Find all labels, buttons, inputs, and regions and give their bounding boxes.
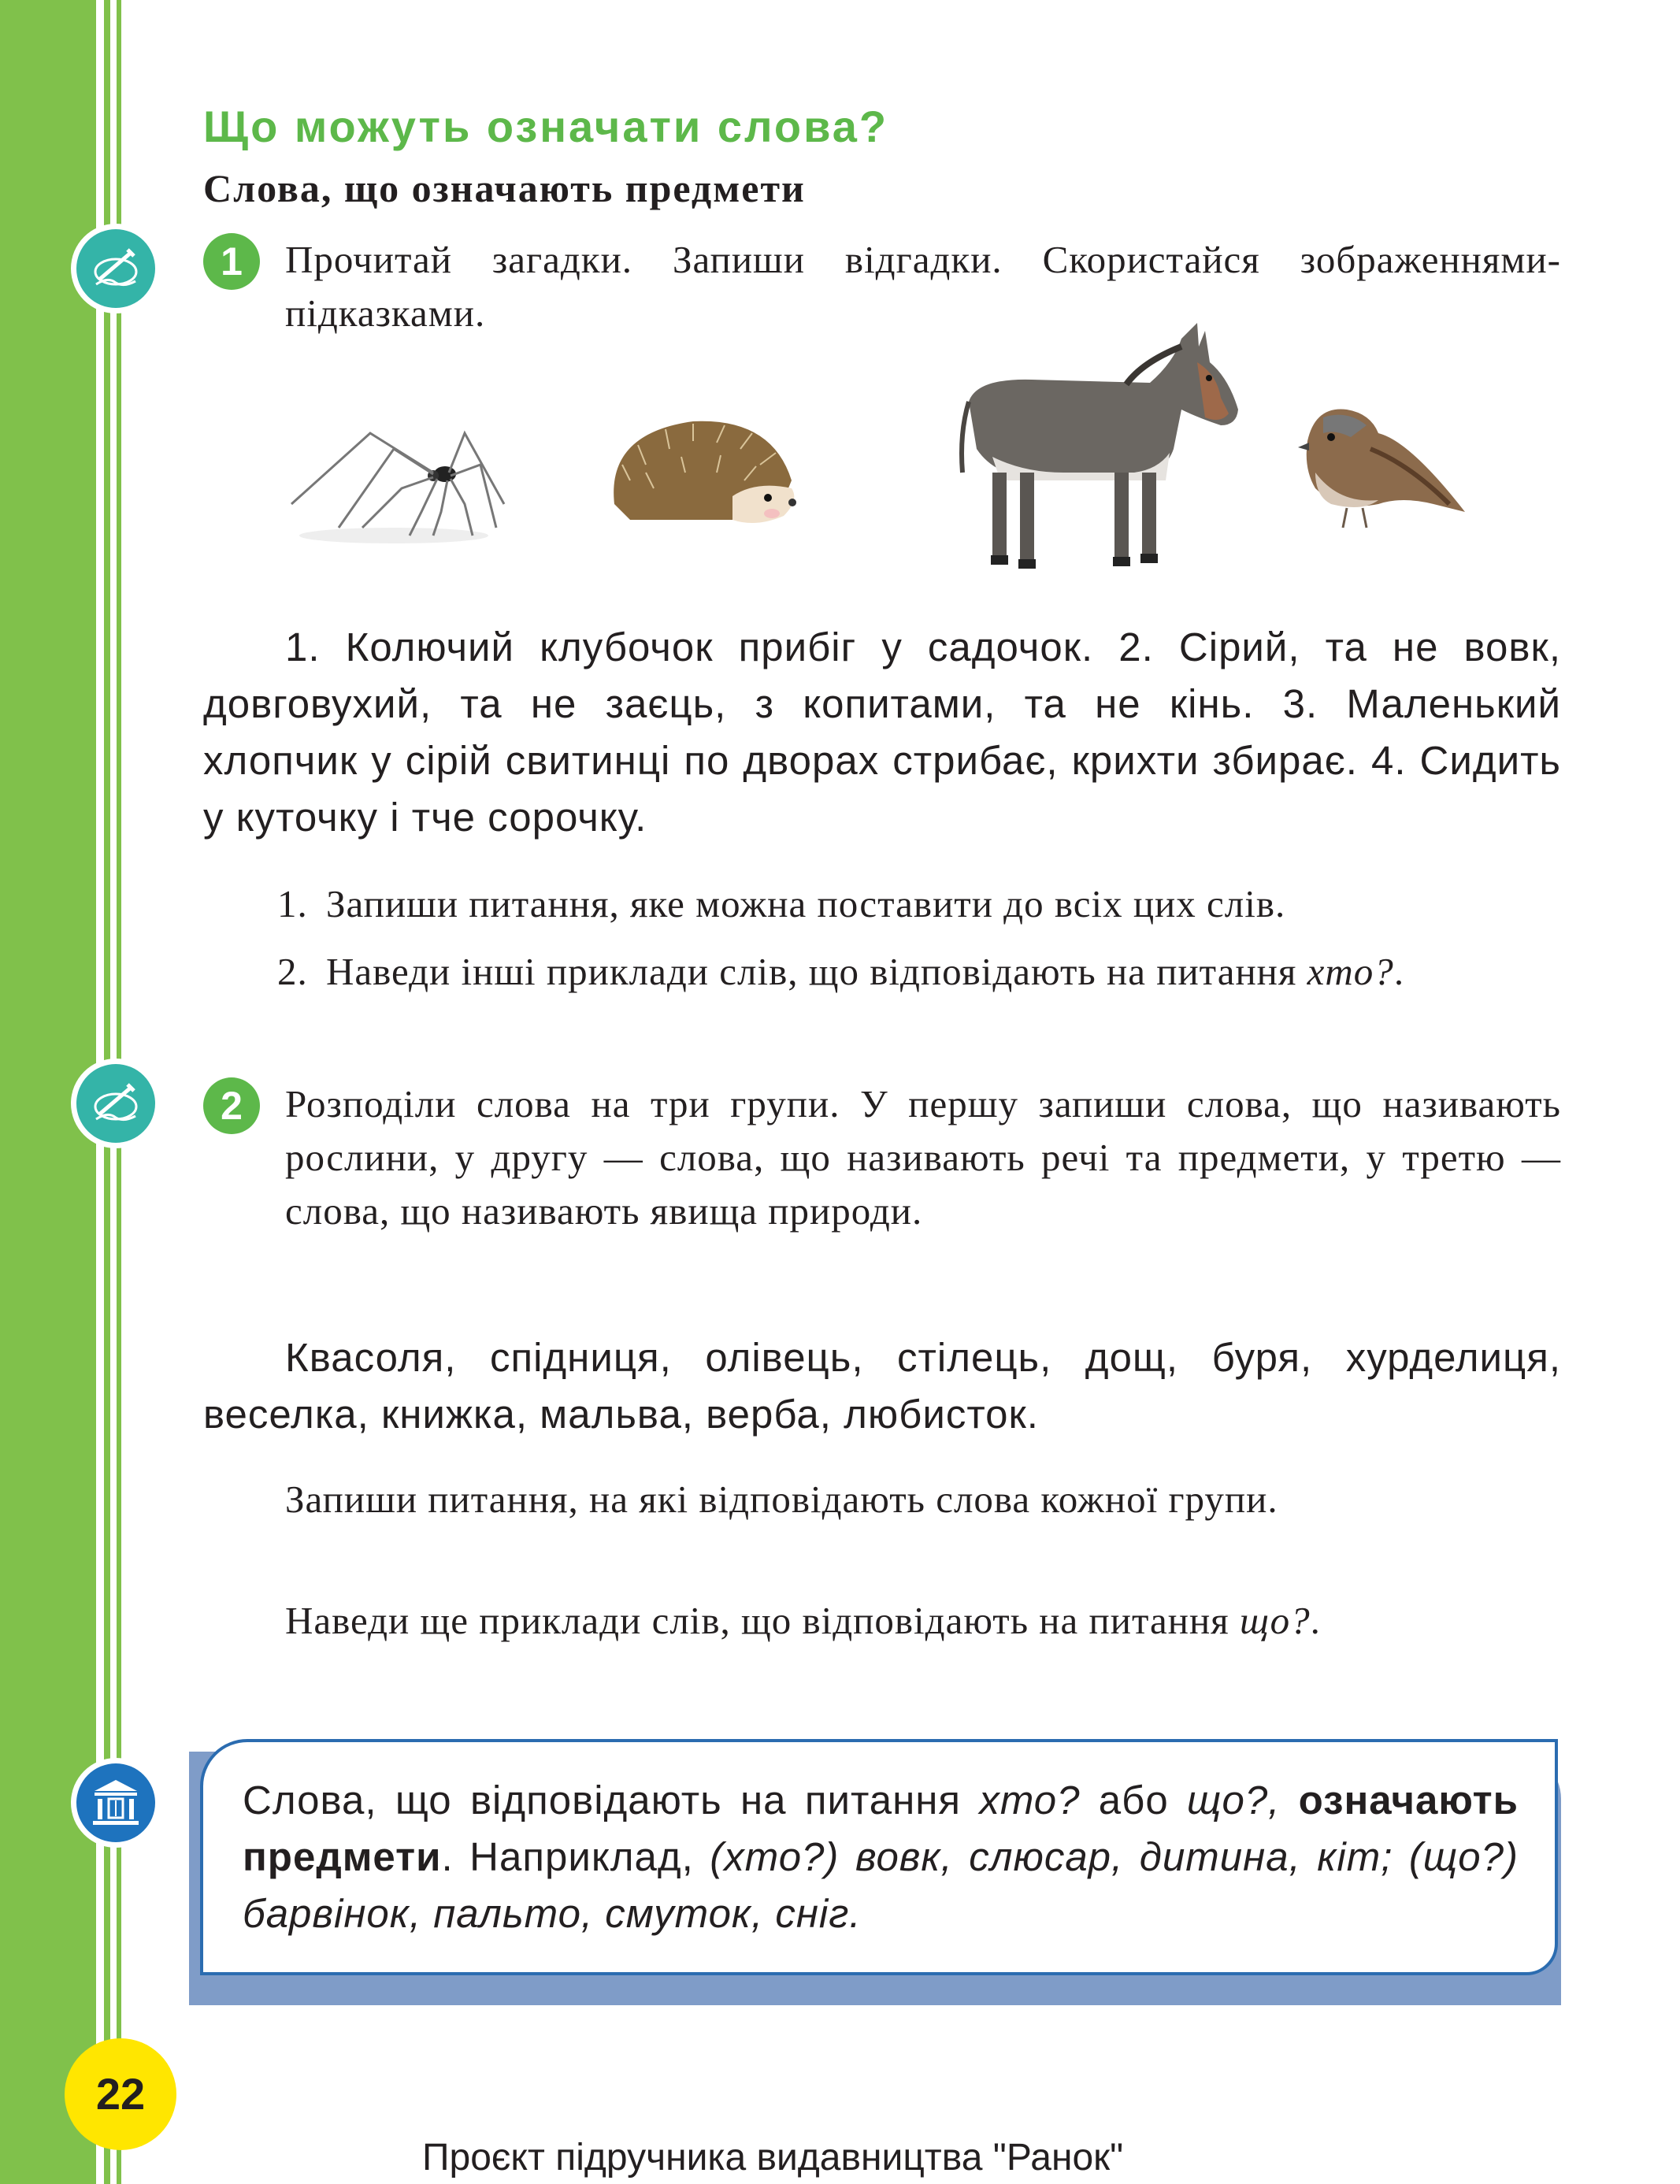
rule-part: . Наприклад, — [441, 1834, 710, 1879]
sparrow-image — [1292, 394, 1481, 540]
para-italic: що? — [1239, 1599, 1311, 1642]
pencil-writing-icon — [71, 1059, 161, 1148]
task-2-question-1: Запиши питання, на які відповідають слова кожної групи. — [285, 1478, 1278, 1521]
para-text: Наведи ще приклади слів, що відповідають на питання — [285, 1599, 1240, 1642]
task-2-instruction: Розподіли слова на три групи. У першу запиши слова, що називають рослини, у другу — слова, що називають речі та предмети, у третю — слова, що називають явища природи. — [285, 1082, 1561, 1233]
question-text-end: . — [1393, 950, 1405, 993]
rule-part — [1280, 1778, 1298, 1822]
word-list: Квасоля, спідниця, олівець, стілець, дощ, буря, хурделиця, веселка, книжка, мальва, верба, любисток. — [203, 1335, 1561, 1437]
rule-bold: означають предмети — [243, 1778, 1519, 1879]
question-number: 2. — [277, 950, 308, 993]
rule-italic: що?, — [1187, 1778, 1281, 1822]
rule-part: Слова, що відповідають на питання — [243, 1778, 980, 1822]
pencil-writing-icon — [71, 224, 161, 313]
task-number-1: 1 — [203, 233, 260, 290]
para-text-end: . — [1310, 1599, 1321, 1642]
page-number: 22 — [65, 2038, 176, 2150]
donkey-image — [945, 315, 1244, 579]
task-2-question-2 — [285, 1594, 1561, 1648]
rule-italic: хто? — [979, 1778, 1081, 1822]
hedgehog-image — [599, 402, 803, 540]
question-italic: хто? — [1307, 950, 1394, 993]
rule-italic: (хто?) вовк, слюсар, дитина, кіт; (що?) барвінок, пальто, смуток, сніг. — [243, 1834, 1519, 1936]
rule-part: або — [1080, 1778, 1188, 1822]
question-number: 1. — [277, 882, 308, 925]
question-text: Наведи інші приклади слів, що відповідають на питання — [326, 950, 1307, 993]
task-1-instruction: Прочитай загадки. Запиши відгадки. Скористайся зображеннями-підказками. — [285, 238, 1561, 335]
riddles-text: 1. Колючий клубочок прибіг у садочок. 2. Сірий, та не вовк, довговухий, та не заєць, з копитами, та не кінь. 3. Маленький хлопчик у сірій свитинці по дворах стрибає, крихти збирає. 4. Сидить у куточку і тче сорочку. — [203, 625, 1561, 840]
spider-image — [276, 417, 512, 547]
section-subtitle: Слова, що означають предмети — [203, 166, 806, 210]
question-2 — [277, 945, 1561, 999]
question-1 — [277, 877, 1561, 931]
page-title: Що можуть означати слова? — [203, 102, 889, 151]
footer-text: Проєкт підручника видавництва "Ранок" — [422, 2137, 1124, 2178]
library-icon — [71, 1758, 161, 1848]
task-number-2: 2 — [203, 1077, 260, 1134]
rule-text — [243, 1772, 1519, 1942]
question-text: Запиши питання, яке можна поставити до всіх цих слів. — [326, 882, 1286, 925]
